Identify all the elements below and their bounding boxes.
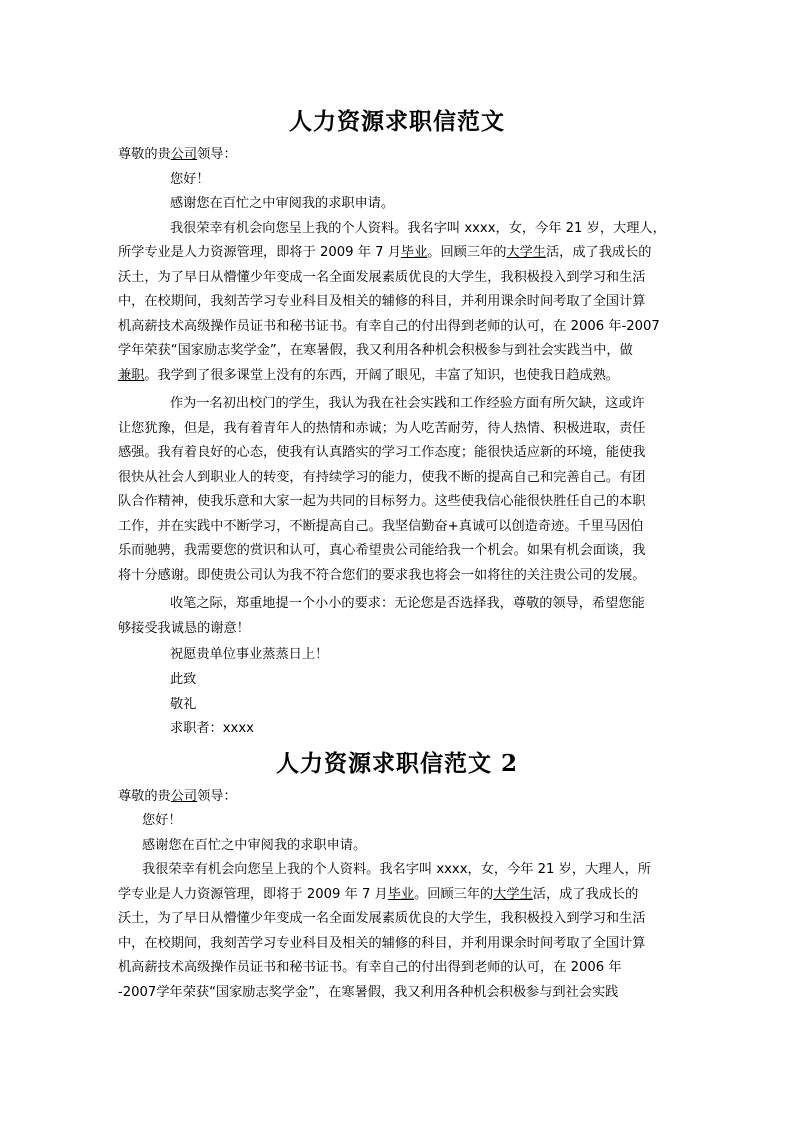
letter2-salutation — [118, 787, 676, 807]
link-college-student[interactable]: 大学生 — [506, 245, 546, 260]
text: 活，成了我成长的 — [545, 245, 652, 260]
link-college-student[interactable]: 大学生 — [493, 887, 533, 902]
link-graduation[interactable]: 毕业 — [387, 887, 415, 902]
letter2-thanks: 感谢您在百忙之中审阅我的求职申请。 — [142, 838, 367, 853]
letter1-p1-line1: 我很荣幸有机会向您呈上我的个人资料。我名字叫 xxxx，女，今年 21 岁，大理人， — [170, 221, 666, 236]
letter1-p1-line2 — [118, 243, 676, 263]
letter1-greeting: 您好！ — [170, 172, 210, 187]
letter1-p3-line1: 收笔之际，郑重地提一个小小的要求：无论您是否选择我，尊敬的领导，希望您能 — [170, 596, 645, 611]
text: 活，成了我成长的 — [532, 887, 639, 902]
text: 学专业是人力资源管理，即将于 2009 年 7 月 — [118, 887, 388, 902]
link-part-time[interactable]: 兼职 — [118, 368, 145, 383]
salutation-link-company[interactable]: 公司 — [170, 789, 198, 804]
letter1-p1-line7 — [118, 366, 676, 386]
letter1-p3-line2: 够接受我诚恳的谢意！ — [118, 621, 250, 636]
letter2-greeting: 您好！ — [142, 813, 182, 828]
letter1-signature: 求职者：xxxx — [170, 721, 254, 736]
letter1-wish: 祝愿贵单位事业蒸蒸日上！ — [170, 647, 329, 662]
salutation-text: 尊敬的贵 — [118, 147, 171, 162]
letter2-title: 人力资源求职信范文 2 — [275, 750, 518, 777]
letter1-p2-line4: 很快从社会人到职业人的转变，有持续学习的能力，使我不断的提高自己和完善自己。有团 — [118, 470, 646, 485]
letter2-p1-line4: 中，在校期间，我刻苦学习专业科目及相关的辅修的科目，并利用课余时间考取了全国计算 — [118, 936, 646, 951]
salutation-link-company[interactable]: 公司 — [170, 147, 198, 162]
letter1-p1-line4: 中，在校期间，我刻苦学习专业科目及相关的辅修的科目，并利用课余时间考取了全国计算 — [118, 294, 646, 309]
text: 所学专业是人力资源管理，即将于 2009 年 7 月 — [118, 245, 401, 260]
text: 。回顾三年的 — [414, 887, 494, 902]
letter1-salutation — [118, 145, 676, 165]
letter1-title: 人力资源求职信范文 — [289, 108, 505, 135]
letter1-p2-line2: 让您犹豫，但是，我有着青年人的热情和赤诚；为人吃苦耐劳，待人热情、积极进取，责任 — [118, 421, 646, 436]
letter1-p2-line5: 队合作精神，使我乐意和大家一起为共同的目标努力。这些使我信心能很快胜任自己的本职 — [118, 494, 646, 509]
salutation-text-end: 领导： — [197, 147, 237, 162]
letter1-p2-line1: 作为一名初出校门的学生，我认为我在社会实践和工作经验方面有所欠缺，这或许 — [170, 396, 645, 411]
letter2-p1-line6: -2007学年荣获“国家励志奖学金”，在寒暑假，我又利用各种机会积极参与到社会实践 — [118, 985, 619, 1000]
letter1-p1-line5: 机高薪技术高级操作员证书和秘书证书。有幸自己的付出得到老师的认可，在 2006 年-2007 — [118, 319, 660, 334]
salutation-text: 尊敬的贵 — [118, 789, 171, 804]
link-graduation[interactable]: 毕业 — [400, 245, 428, 260]
letter1-p2-line3: 感强。我有着良好的心态，使我有认真踏实的学习工作态度；能很快适应新的环境，能使我 — [118, 445, 646, 460]
letter1-p1-line3: 沃土，为了早日从懵懂少年变成一名全面发展素质优良的大学生，我积极投入到学习和生活 — [118, 270, 646, 285]
letter1-cizhi: 此致 — [170, 672, 197, 687]
letter1-p2-line7: 乐而驰骋，我需要您的赏识和认可，真心希望贵公司能给我一个机会。如果有机会面谈，我 — [118, 543, 646, 558]
letter1-p2-line6: 工作，并在实践中不断学习，不断提高自己。我坚信勤奋+真诚可以创造奇迹。千里马因伯 — [118, 519, 644, 534]
text: 。回顾三年的 — [427, 245, 507, 260]
letter1-p2-line8: 将十分感谢。即使贵公司认为我不符合您们的要求我也将会一如将往的关注贵公司的发展。 — [118, 568, 646, 583]
letter1-jingli: 敬礼 — [170, 697, 197, 712]
text: 。我学到了很多课堂上没有的东西，开阔了眼见，丰富了知识，也使我日趋成熟。 — [144, 368, 620, 383]
salutation-text-end: 领导： — [197, 789, 237, 804]
letter1-thanks: 感谢您在百忙之中审阅我的求职申请。 — [170, 196, 395, 211]
letter2-p1-line2 — [118, 885, 676, 905]
letter1-p1-line6: 学年荣获“国家励志奖学金”，在寒暑假，我又利用各种机会积极参与到社会实践当中，做 — [118, 343, 633, 358]
letter2-p1-line5: 机高薪技术高级操作员证书和秘书证书。有幸自己的付出得到老师的认可，在 2006 年 — [118, 960, 622, 975]
letter2-p1-line3: 沃土，为了早日从懵懂少年变成一名全面发展素质优良的大学生，我积极投入到学习和生活 — [118, 911, 646, 926]
letter2-p1-line1: 我很荣幸有机会向您呈上我的个人资料。我名字叫 xxxx，女，今年 21 岁，大理人，所 — [142, 862, 651, 877]
